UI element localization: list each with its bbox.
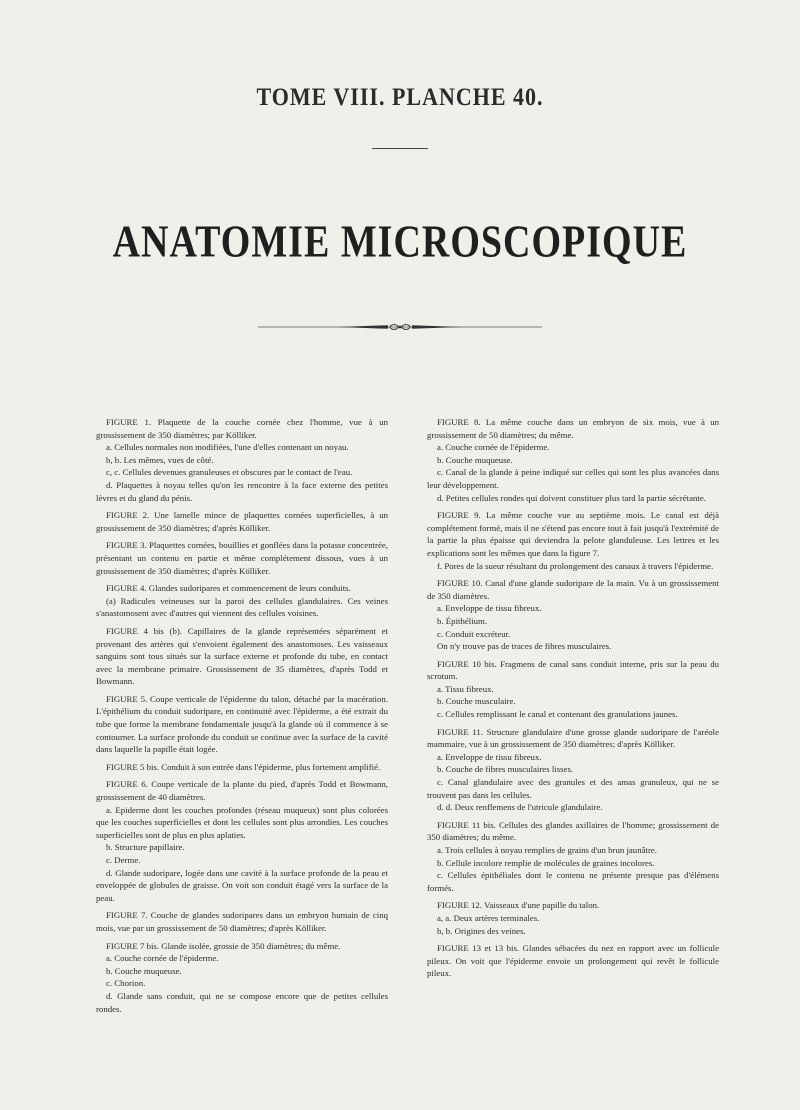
figure-legend-line: d. Plaquettes à noyau telles qu'on les rencontre à la face externe des petites lèvres et du gland du pénis. xyxy=(96,479,388,503)
figure-caption: FIGURE 7. Couche de glandes sudoripares dans un embryon humain de cinq mois, vue par un grossissement de 50 diamètres; d'après Kölliker. xyxy=(96,910,388,933)
figure-legend-line: c. Chorion. xyxy=(106,978,146,989)
figure-caption: FIGURE 3. Plaquettes cornées, bouillies et gonflées dans la potasse concentrée, présentant un contenu en partie et même complétement dissous, vues à un grossissement de 350 diamètres; d'après Kölliker. xyxy=(96,540,388,576)
figure-legend-line: a. Enveloppe de tissu fibreux. xyxy=(437,751,542,762)
figure-legend-line: b, b. Origines des veines. xyxy=(437,925,526,936)
figure-legend-line: (a) Radicules veineuses sur la paroi des cellules glandulaires. Ces veines s'anastomosent avec d'autres qui viennent des cellules voisines. xyxy=(96,595,388,619)
figure-caption: FIGURE 10 bis. Fragmens de canal sans conduit interne, pris sur la peau du scrotum. xyxy=(427,658,719,682)
figure-caption: FIGURE 4 bis (b). Capillaires de la glande représentées séparément et provenant des artères qui s'envoient également des anastomoses. Les vaisseaux sanguins sont tous situés sur la surface externe et profonde du tube, en contact avec la membrane primaire. Grossissement de 35 diamètres, d'après Todd et Bowmann. xyxy=(96,625,388,687)
figure-legend-line: b. Couche musculaire. xyxy=(437,696,516,707)
figure-caption: FIGURE 12. Vaisseaux d'une papille du talon. xyxy=(437,900,600,911)
figure-entry xyxy=(427,819,719,895)
figure-legend-line: d. Glande sans conduit, qui ne se compose encore que de petites cellules rondes. xyxy=(96,990,388,1014)
figure-entry xyxy=(96,909,388,934)
plate-header: TOME VIII. PLANCHE 40. xyxy=(256,82,544,111)
figure-caption: FIGURE 7 bis. Glande isolée, grossie de 350 diamètres; du même. xyxy=(106,940,341,951)
figure-legend-line: a. Couche cornée de l'épiderme. xyxy=(106,953,219,964)
figure-legend-line: c. Cellules épithéliales dont le contenu ne présente presque pas d'élémens formés. xyxy=(427,870,719,893)
figure-legend-line: f. Pores de la sueur résultant du prolongement des canaux à travers l'épiderme. xyxy=(437,560,714,571)
figure-legend-line: b. Couche muqueuse. xyxy=(437,454,513,465)
figure-caption: FIGURE 6. Coupe verticale de la plante du pied, d'après Todd et Bowmann, grossissement de 40 diamètres. xyxy=(96,779,388,803)
figure-legend-line: a, a. Deux artères terminales. xyxy=(437,912,540,923)
figure-caption: FIGURE 2. Une lamelle mince de plaquettes cornées superficielles, à un grossissement de 350 diamètres; d'après Kölliker. xyxy=(96,510,388,533)
figure-legend-line: c, c. Cellules devenues granuleuses et obscures par le contact de l'eau. xyxy=(106,467,353,478)
figure-legend-line: b, b. Les mêmes, vues de côté. xyxy=(106,454,214,465)
page-title: ANATOMIE MICROSCOPIQUE xyxy=(112,216,688,268)
right-column xyxy=(427,416,719,985)
figure-legend-line: b. Cellule incolore remplie de molécules de graines incolores. xyxy=(437,857,655,868)
figure-legend-line: a. Enveloppe de tissu fibreux. xyxy=(437,603,542,614)
figure-entry xyxy=(96,761,388,774)
figure-legend-line: d. Petites cellules rondes qui doivent constituer plus tard la partie sécrétante. xyxy=(437,492,706,503)
figure-legend-line: a. Cellules normales non modifiées, l'une d'elles contenant un noyau. xyxy=(106,442,349,453)
figure-caption: FIGURE 13 et 13 bis. Glandes sébacées du nez en rapport avec un follicule pileux. On voit que l'épiderme envoie un prolongement qui revêt le follicule pileux. xyxy=(427,943,719,979)
figure-caption: FIGURE 11 bis. Cellules des glandes axillaires de l'homme; grossissement de 350 diamètres; du même. xyxy=(427,819,719,843)
figure-entry xyxy=(96,416,388,504)
figure-caption: FIGURE 8. La même couche dans un embryon de six mois, vue à un grossissement de 50 diamètres; du même. xyxy=(427,417,719,440)
figure-legend-line: a. Trois cellules à noyau remplies de grains d'un brun jaunâtre. xyxy=(437,845,657,855)
figure-legend-line: b. Couche muqueuse. xyxy=(106,965,182,976)
figure-entry xyxy=(427,899,719,937)
figure-legend-line: a. Tissu fibreux. xyxy=(437,683,494,694)
figure-entry xyxy=(96,509,388,534)
figure-legend-line: b. Épithélium. xyxy=(437,615,488,626)
figure-legend-line: c. Conduit excréteur. xyxy=(437,628,511,639)
figure-entry xyxy=(96,625,388,688)
figure-entry xyxy=(427,658,719,721)
figure-legend-line: a. Epiderme dont les couches profondes (réseau muqueux) sont plus colorées que les couches superficielles et dont les cellules sont plus arrondies. Les couches superficielles sont de plus en plus aplaties. xyxy=(96,804,388,840)
figure-caption: FIGURE 11. Structure glandulaire d'une grosse glande sudoripare de l'aréole mammaire, vue à un grossissement de 350 diamètres; d'après Kölliker. xyxy=(427,726,719,750)
ornamental-divider xyxy=(258,320,542,334)
figure-entry xyxy=(427,509,719,572)
figure-legend-line: d. d. Deux renflemens de l'utricule glandulaire. xyxy=(437,802,603,813)
figure-entry xyxy=(96,940,388,1016)
figure-legend-line: b. Couche de fibres musculaires lisses. xyxy=(437,764,574,775)
figure-legend-line: c. Canal de la glande à peine indiqué sur celles qui sont les plus avancées dans leur développement. xyxy=(427,467,719,490)
figure-entry xyxy=(96,539,388,577)
figure-legend-line: c. Derme. xyxy=(106,855,141,865)
figure-entry xyxy=(96,778,388,904)
figure-entry xyxy=(427,942,719,980)
figure-caption: FIGURE 10. Canal d'une glande sudoripare de la main. Vu à un grossissement de 350 diamètres. xyxy=(427,578,719,601)
figure-caption: FIGURE 4. Glandes sudoripares et commencement de leurs conduits. xyxy=(106,583,351,594)
figure-legend-line: c. Canal glandulaire avec des granules et des amas granuleux, qui ne se trouvent pas dans les cellules. xyxy=(427,777,719,800)
figure-entry xyxy=(96,693,388,756)
figure-entry xyxy=(427,577,719,653)
figure-legend-line: a. Couche cornée de l'épiderme. xyxy=(437,442,550,453)
figure-caption: FIGURE 9. La même couche vue au septième mois. Le canal est déjà complétement formé, mais il ne s'étend pas encore tout à fait jusqu'à l'extrémité de la partie la plus épaisse qui deviendra la pelote glanduleuse. Les lettres et les explications sont les mêmes que dans la figure 7. xyxy=(427,510,719,558)
figure-caption: FIGURE 5. Coupe verticale de l'épiderme du talon, détaché par la macération. L'épithélium du conduit sudoripare, en continuité avec l'épiderme, a été extrait du tube que forme la membrane fondamentale jusqu'à la glande où il commence à se contourner. La surface profonde du conduit se continue avec la surface de la cavité dans laquelle la papille était logée. xyxy=(96,693,388,755)
figure-legend-line: d. Glande sudoripare, logée dans une cavité à la surface profonde de la peau et enveloppée de globules de graisse. On voit son conduit étagé vers la surface de la peau. xyxy=(96,867,388,903)
figure-entry xyxy=(427,416,719,504)
left-column xyxy=(96,416,388,1020)
figure-legend-line: On n'y trouve pas de traces de fibres musculaires. xyxy=(437,641,612,652)
figure-legend-line: b. Structure papillaire. xyxy=(106,842,185,853)
header-divider xyxy=(372,148,428,149)
figure-entry xyxy=(96,582,388,620)
figure-entry xyxy=(427,726,719,814)
figure-caption: FIGURE 1. Plaquette de la couche cornée chez l'homme, vue à un grossissement de 350 diamètres; par Kölliker. xyxy=(96,417,388,440)
figure-caption: FIGURE 5 bis. Conduit à son entrée dans l'épiderme, plus fortement amplifié. xyxy=(106,761,381,772)
figure-legend-line: c. Cellules remplissant le canal et contenant des granulations jaunes. xyxy=(437,709,678,720)
